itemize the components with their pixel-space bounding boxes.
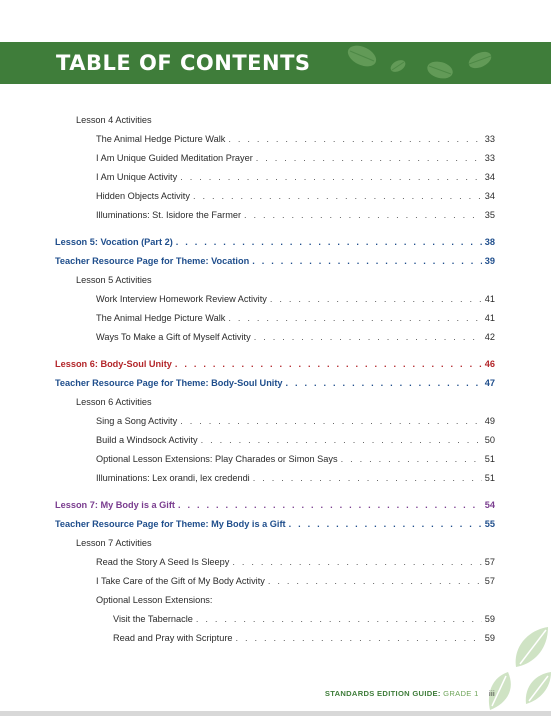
toc-leader-dots bbox=[244, 209, 482, 221]
toc-lesson-entry bbox=[55, 255, 495, 267]
toc-leader-dots bbox=[178, 499, 482, 511]
toc-leader-dots bbox=[180, 171, 482, 183]
toc-entry-title: Teacher Resource Page for Theme: Body-Soul Unity bbox=[55, 378, 283, 388]
toc-lesson-entry bbox=[55, 377, 495, 389]
toc-page-number: 34 bbox=[484, 172, 495, 182]
toc-entry-title: Work Interview Homework Review Activity bbox=[96, 294, 267, 304]
toc-page-number: 38 bbox=[484, 237, 495, 247]
toc-leader-dots bbox=[254, 331, 482, 343]
toc-page-number: 47 bbox=[484, 378, 495, 388]
toc-leader-dots bbox=[256, 152, 482, 164]
toc-lesson-entry bbox=[55, 358, 495, 370]
toc-entry-title: Read and Pray with Scripture bbox=[113, 633, 233, 643]
toc-page-number: 33 bbox=[484, 134, 495, 144]
toc-page-number: 51 bbox=[484, 454, 495, 464]
toc-page-number: 39 bbox=[484, 256, 495, 266]
toc-page-number: 33 bbox=[484, 153, 495, 163]
toc-entry-title: Teacher Resource Page for Theme: My Body is a Gift bbox=[55, 519, 286, 529]
toc-activity-entry bbox=[96, 171, 495, 183]
toc-page-number: 35 bbox=[484, 210, 495, 220]
toc-leader-dots bbox=[268, 575, 482, 587]
toc-entry-title: I Am Unique Activity bbox=[96, 172, 178, 182]
toc-page-number: 46 bbox=[484, 359, 495, 369]
toc-leader-dots bbox=[193, 190, 482, 202]
toc-activity-entry bbox=[96, 453, 495, 465]
footer-guide-label: STANDARDS EDITION GUIDE: bbox=[324, 689, 441, 698]
toc-activity-entry bbox=[96, 331, 495, 343]
footer-page-number: iii bbox=[489, 689, 495, 698]
toc-page-number: 41 bbox=[484, 313, 495, 323]
toc-lesson-entry bbox=[55, 499, 495, 511]
toc-leader-dots bbox=[253, 472, 482, 484]
toc-activity-entry bbox=[96, 556, 495, 568]
toc-entry-title: The Animal Hedge Picture Walk bbox=[96, 313, 226, 323]
page-footer bbox=[325, 689, 495, 698]
toc-entry-title: Lesson 7: My Body is a Gift bbox=[55, 500, 175, 510]
toc-page-number: 59 bbox=[484, 614, 495, 624]
toc-entry-title: Visit the Tabernacle bbox=[113, 614, 193, 624]
toc-entry-title: Sing a Song Activity bbox=[96, 416, 178, 426]
toc-entry-title: Lesson 5: Vocation (Part 2) bbox=[55, 237, 173, 247]
toc-entry-title: Teacher Resource Page for Theme: Vocation bbox=[55, 256, 250, 266]
toc-leader-dots bbox=[196, 613, 482, 625]
leaf-corner-decoration-icon bbox=[478, 622, 551, 712]
toc-activity-entry bbox=[96, 152, 495, 164]
toc-page-number: 34 bbox=[484, 191, 495, 201]
toc-section-heading: Lesson 5 Activities bbox=[76, 275, 152, 285]
toc-page-number: 51 bbox=[484, 473, 495, 483]
toc-page-number: 41 bbox=[484, 294, 495, 304]
toc-section-heading: Optional Lesson Extensions: bbox=[96, 595, 213, 605]
toc-page-number: 55 bbox=[484, 519, 495, 529]
toc-entry-title: I Am Unique Guided Meditation Prayer bbox=[96, 153, 253, 163]
toc-page-number: 59 bbox=[484, 633, 495, 643]
toc-activity-entry bbox=[96, 209, 495, 221]
toc-activity-entry bbox=[113, 632, 495, 644]
page-title: TABLE OF CONTENTS bbox=[56, 51, 311, 75]
toc-activity-entry bbox=[96, 190, 495, 202]
toc-lesson-entry bbox=[55, 236, 495, 248]
toc-activity-entry bbox=[96, 472, 495, 484]
toc-page-number: 49 bbox=[484, 416, 495, 426]
toc-activity-entry bbox=[113, 613, 495, 625]
toc-leader-dots bbox=[286, 377, 482, 389]
toc-leader-dots bbox=[232, 556, 481, 568]
toc-leader-dots bbox=[175, 358, 482, 370]
toc-leader-dots bbox=[341, 453, 482, 465]
bottom-rule bbox=[0, 711, 551, 716]
toc-leader-dots bbox=[270, 293, 482, 305]
toc-page-number: 54 bbox=[484, 500, 495, 510]
toc-entry-title: Illuminations: St. Isidore the Farmer bbox=[96, 210, 242, 220]
toc-page-number: 42 bbox=[484, 332, 495, 342]
toc-entry-title: Lesson 6: Body-Soul Unity bbox=[55, 359, 172, 369]
toc-entry-title: I Take Care of the Gift of My Body Activity bbox=[96, 576, 265, 586]
toc-leader-dots bbox=[236, 632, 482, 644]
toc-activity-entry bbox=[96, 312, 495, 324]
toc-leader-dots bbox=[180, 415, 482, 427]
toc-lesson-entry bbox=[55, 518, 495, 530]
toc-leader-dots bbox=[252, 255, 482, 267]
toc-section-heading: Lesson 4 Activities bbox=[76, 115, 152, 125]
toc-section-heading: Lesson 6 Activities bbox=[76, 397, 152, 407]
toc-leader-dots bbox=[201, 434, 482, 446]
toc-entry-title: Read the Story A Seed Is Sleepy bbox=[96, 557, 230, 567]
toc-entry-title: The Animal Hedge Picture Walk bbox=[96, 134, 226, 144]
toc-entry-title: Hidden Objects Activity bbox=[96, 191, 190, 201]
toc-entry-title: Ways To Make a Gift of Myself Activity bbox=[96, 332, 251, 342]
toc-leader-dots bbox=[176, 236, 482, 248]
toc-leader-dots bbox=[228, 312, 481, 324]
toc-entry-title: Illuminations: Lex orandi, lex credendi bbox=[96, 473, 250, 483]
toc-entry-title: Optional Lesson Extensions: Play Charades or Simon Says bbox=[96, 454, 338, 464]
toc-activity-entry bbox=[96, 293, 495, 305]
toc-entry-title: Build a Windsock Activity bbox=[96, 435, 198, 445]
footer-grade-label: GRADE 1 bbox=[443, 689, 479, 698]
toc-section-heading: Lesson 7 Activities bbox=[76, 538, 152, 548]
toc-page-number: 50 bbox=[484, 435, 495, 445]
toc-activity-entry bbox=[96, 434, 495, 446]
toc-activity-entry bbox=[96, 415, 495, 427]
toc-page-number: 57 bbox=[484, 576, 495, 586]
toc-activity-entry bbox=[96, 575, 495, 587]
toc-page-number: 57 bbox=[484, 557, 495, 567]
toc-activity-entry bbox=[96, 133, 495, 145]
toc-leader-dots bbox=[228, 133, 481, 145]
toc-leader-dots bbox=[289, 518, 482, 530]
